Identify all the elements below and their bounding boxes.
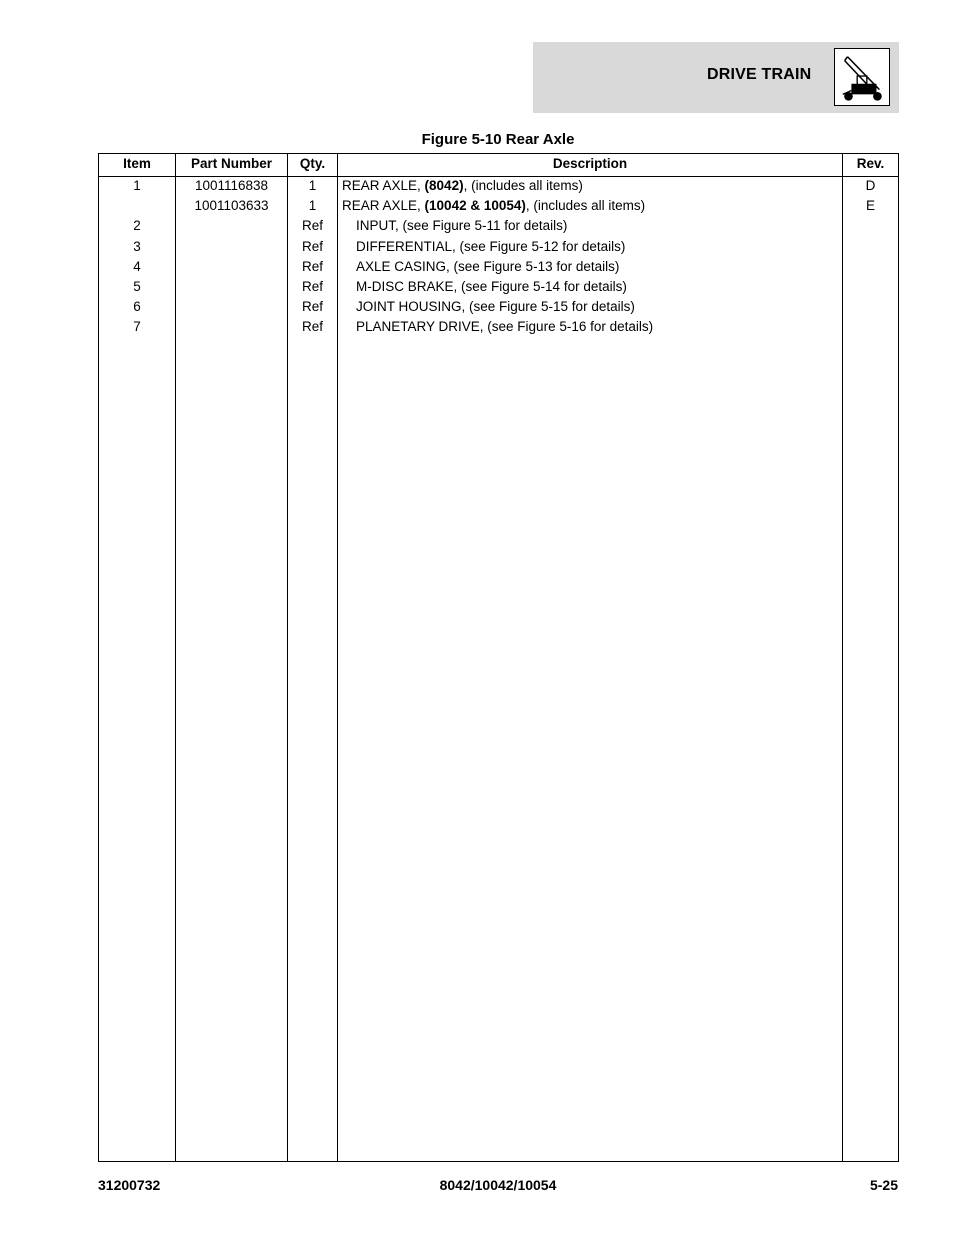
description-cell: [356, 278, 856, 296]
table-row: [99, 176, 898, 196]
column-header-part-number: Part Number: [190, 156, 273, 171]
item-cell: 5: [133, 278, 141, 294]
table-row: [99, 317, 898, 337]
description-suffix-text: , (includes all items): [525, 198, 646, 214]
column-header-qty: Qty.: [299, 156, 326, 171]
item-cell: 1: [133, 178, 141, 193]
qty-cell: Ref: [301, 258, 323, 274]
qty-cell: 1: [308, 178, 317, 193]
description-text: PLANETARY DRIVE, (see Figure 5-16 for details): [356, 319, 654, 335]
figure-title: Figure 5-10 Rear Axle: [421, 131, 575, 148]
table-body: [99, 176, 898, 338]
item-cell: 2: [133, 218, 141, 234]
description-cell: [356, 298, 856, 316]
qty-cell: Ref: [301, 238, 323, 254]
item-cell: 6: [133, 299, 141, 315]
qty-cell: Ref: [301, 278, 323, 294]
qty-cell: Ref: [301, 218, 323, 234]
description-cell: [356, 258, 856, 276]
page-number: 5-25: [869, 1177, 898, 1193]
rev-cell: D: [865, 178, 876, 193]
description-cell: [342, 177, 842, 195]
description-cell: [356, 217, 856, 235]
description-text: JOINT HOUSING, (see Figure 5-15 for details): [356, 299, 635, 315]
part-number-cell: 1001103633: [194, 198, 269, 214]
qty-cell: 1: [308, 198, 317, 214]
part-number-cell: 1001116838: [194, 178, 269, 193]
description-text: REAR AXLE,: [342, 178, 425, 193]
description-text: DIFFERENTIAL, (see Figure 5-12 for details): [356, 238, 626, 254]
column-header-item: Item: [123, 156, 151, 171]
description-cell: [342, 197, 842, 215]
description-suffix-text: , (includes all items): [463, 178, 583, 193]
model-numbers: 8042/10042/10054: [439, 1177, 557, 1193]
table-row: [99, 297, 898, 317]
item-cell: 7: [133, 319, 141, 335]
table-row: [99, 257, 898, 277]
table-row: [99, 216, 898, 236]
description-text: M-DISC BRAKE, (see Figure 5-14 for details): [356, 278, 627, 294]
table-row: [99, 196, 898, 216]
section-header-band: [533, 42, 899, 113]
qty-cell: Ref: [301, 299, 323, 315]
telehandler-icon: [834, 48, 890, 106]
description-model-text: (8042): [424, 178, 464, 193]
table-row: [99, 237, 898, 257]
description-cell: [356, 318, 856, 336]
column-header-rev: Rev.: [856, 156, 885, 171]
document-number: 31200732: [98, 1177, 161, 1193]
item-cell: 4: [133, 258, 141, 274]
item-cell: 3: [133, 238, 141, 254]
description-model-text: (10042 & 10054): [424, 198, 526, 214]
column-header-description: Description: [552, 156, 628, 171]
description-text: INPUT, (see Figure 5-11 for details): [356, 218, 568, 234]
table-row: [99, 277, 898, 297]
description-text: REAR AXLE,: [342, 198, 425, 214]
description-cell: [356, 238, 856, 256]
parts-table: [98, 153, 899, 1162]
description-text: AXLE CASING, (see Figure 5-13 for details): [356, 258, 620, 274]
section-title: DRIVE TRAIN: [707, 66, 812, 83]
qty-cell: Ref: [301, 319, 323, 335]
rev-cell: E: [865, 198, 875, 214]
